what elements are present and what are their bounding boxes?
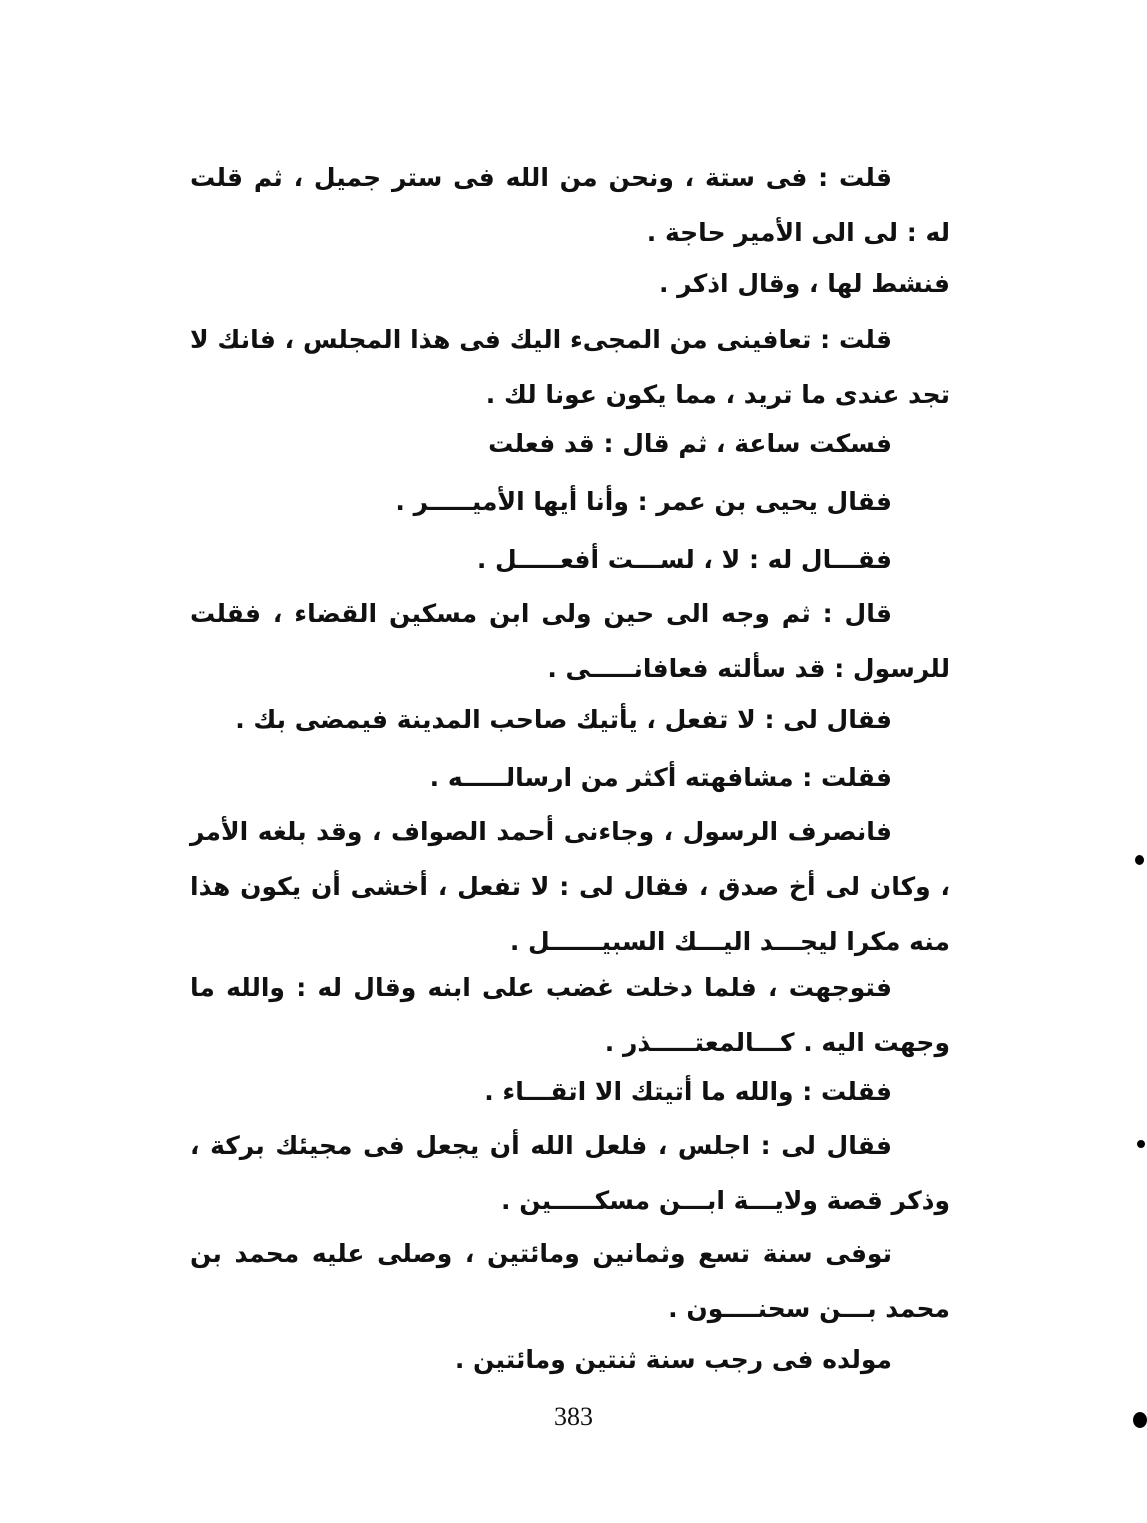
- paragraph-15: مولده فى رجب سنة ثنتين ومائتين .: [454, 1345, 892, 1374]
- paragraph-14: توفى سنة تسع وثمانين ومائتين ، وصلى عليه محمد بن محمد بـــن سحنــــون .: [190, 1239, 950, 1323]
- scan-mark: [1135, 855, 1144, 865]
- paragraph-9: فقلت : مشافهته أكثر من ارسالـــــه .: [429, 763, 892, 792]
- scan-mark: [1137, 1140, 1145, 1148]
- paragraph-6: فقـــال له : لا ، لســـت أفعـــــل .: [476, 545, 892, 574]
- scan-mark: [1133, 1412, 1147, 1428]
- paragraph-2: فنشط لها ، وقال اذكر .: [658, 269, 950, 298]
- paragraph-8: فقال لى : لا تفعل ، يأتيك صاحب المدينة فيمضى بك .: [235, 705, 892, 734]
- paragraph-12: فقلت : والله ما أتيتك الا اتقـــاء .: [484, 1077, 892, 1106]
- paragraph-5: فقال يحيى بن عمر : وأنا أيها الأميـــــر .: [395, 487, 892, 516]
- paragraph-1: قلت : فى ستة ، ونحن من الله فى ستر جميل ، ثم قلت له : لى الى الأمير حاجة .: [190, 163, 950, 247]
- paragraph-11: فتوجهت ، فلما دخلت غضب على ابنه وقال له : والله ما وجهت اليه . كـــالمعتـــــذر .: [190, 973, 950, 1057]
- page-number: 383: [554, 1402, 593, 1431]
- paragraph-7: قال : ثم وجه الى حين ولى ابن مسكين القضاء ، فقلت للرسول : قد سألته فعافانـــــى .: [190, 599, 950, 683]
- paragraph-3: قلت : تعافينى من المجىء اليك فى هذا المجلس ، فانك لا تجد عندى ما تريد ، مما يكون عونا لك .: [190, 325, 950, 409]
- paragraph-13: فقال لى : اجلس ، فلعل الله أن يجعل فى مجيئك بركة ، وذكر قصة ولايـــة ابـــن مسكـــــين .: [190, 1131, 950, 1215]
- paragraph-4: فسكت ساعة ، ثم قال : قد فعلت: [488, 429, 892, 458]
- paragraph-10: فانصرف الرسول ، وجاءنى أحمد الصواف ، وقد بلغه الأمر ، وكان لى أخ صدق ، فقال لى : لا تفعل ، أخشى أن يكون هذا منه مكرا ليجـــد اليـــك السبيــــــل .: [190, 817, 950, 956]
